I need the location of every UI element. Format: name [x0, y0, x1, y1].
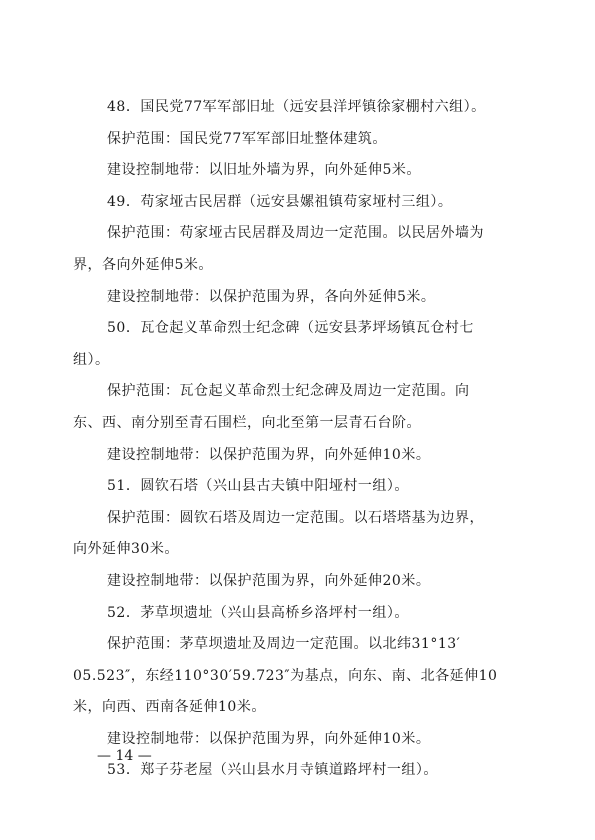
item-51-construction-control-zone: 建设控制地带：以保护范围为界，向外延伸20米。: [107, 572, 431, 589]
item-52-heading: 52．茅草坝遗址（兴山县高桥乡洛坪村一组）。: [107, 604, 409, 621]
item-51-protection-scope: 保护范围：圆钦石塔及周边一定范围。以石塔塔基为边界，: [107, 509, 484, 526]
item-50-heading-continued: 组）。: [73, 351, 110, 368]
item-50-construction-control-zone: 建设控制地带：以保护范围为界，向外延伸10米。: [107, 446, 431, 463]
item-50-protection-scope: 保护范围：瓦仓起义革命烈士纪念碑及周边一定范围。向: [107, 383, 470, 400]
item-52-protection-scope-coordinates: 05.523″，东经110°30′59.723″为基点，向东、南、北各延伸10: [73, 667, 498, 684]
item-52-protection-scope-continued: 米，向西、西南各延伸10米。: [73, 699, 266, 716]
item-49-protection-scope-continued: 界，各向外延伸5米。: [73, 256, 213, 273]
document-body: [73, 92, 525, 787]
item-49-heading: 49．苟家垭古民居群（远安县嫘祖镇苟家垭村三组）。: [107, 193, 453, 210]
item-48-construction-control-zone: 建设控制地带：以旧址外墙为界，向外延伸5米。: [107, 162, 421, 179]
item-49-protection-scope: 保护范围：苟家垭古民居群及周边一定范围。以民居外墙为: [107, 225, 484, 242]
item-52-construction-control-zone: 建设控制地带：以保护范围为界，向外延伸10米。: [107, 730, 431, 747]
item-50-heading: 50．瓦仓起义革命烈士纪念碑（远安县茅坪场镇瓦仓村七: [107, 320, 474, 337]
item-52-protection-scope: 保护范围：茅草坝遗址及周边一定范围。以北纬31°13′: [107, 636, 461, 653]
item-50-protection-scope-continued: 东、西、南分别至青石围栏，向北至第一层青石台阶。: [73, 414, 421, 431]
item-51-heading: 51．圆钦石塔（兴山县古夫镇中阳垭村一组）。: [107, 478, 409, 495]
item-48-protection-scope: 保护范围：国民党77军军部旧址整体建筑。: [107, 130, 387, 147]
item-51-protection-scope-continued: 向外延伸30米。: [73, 541, 179, 558]
item-53-heading: 53．郑子芬老屋（兴山县水月寺镇道路坪村一组）。: [107, 762, 438, 779]
item-49-construction-control-zone: 建设控制地带：以保护范围为界，各向外延伸5米。: [107, 288, 436, 305]
item-48-heading: 48．国民党77军军部旧址（远安县洋坪镇徐家棚村六组）。: [107, 99, 486, 115]
page-number: — 14 —: [97, 748, 152, 764]
